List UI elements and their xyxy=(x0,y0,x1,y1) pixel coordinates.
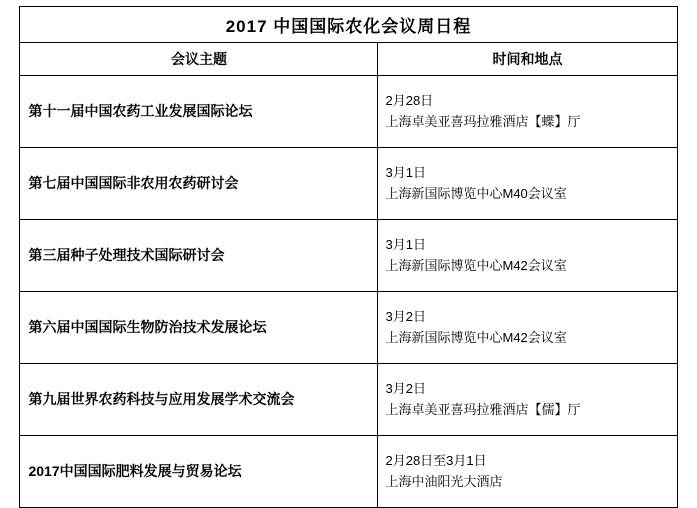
session-venue: 上海新国际博览中心M40会议室 xyxy=(385,185,567,201)
session-topic: 第九届世界农药科技与应用发展学术交流会 xyxy=(20,364,378,436)
session-topic: 第七届中国国际非农用农药研讨会 xyxy=(20,148,378,220)
session-date: 2月28日至3月1日 xyxy=(385,453,487,469)
session-date: 3月1日 xyxy=(385,237,426,253)
table-row xyxy=(20,436,677,508)
session-when-where xyxy=(378,76,677,148)
session-date: 3月1日 xyxy=(385,165,426,181)
table-title-row xyxy=(20,7,677,43)
session-venue: 上海卓美亚喜玛拉雅酒店【蝶】厅 xyxy=(385,113,581,129)
session-when-where xyxy=(378,436,677,508)
session-when-where xyxy=(378,292,677,364)
session-when-where xyxy=(378,220,677,292)
session-venue: 上海卓美亚喜玛拉雅酒店【儒】厅 xyxy=(385,401,581,417)
table-row xyxy=(20,148,677,220)
session-date: 2月28日 xyxy=(385,93,434,109)
column-header-topic: 会议主题 xyxy=(20,43,378,76)
table-row xyxy=(20,364,677,436)
table-row xyxy=(20,220,677,292)
conference-schedule-table xyxy=(19,6,677,508)
session-when-where xyxy=(378,148,677,220)
session-topic: 第三届种子处理技术国际研讨会 xyxy=(20,220,378,292)
session-venue: 上海中油阳光大酒店 xyxy=(385,473,503,489)
session-date: 3月2日 xyxy=(385,309,426,325)
table-row xyxy=(20,76,677,148)
table-row xyxy=(20,292,677,364)
column-header-when-where: 时间和地点 xyxy=(378,43,677,76)
session-topic: 2017中国国际肥料发展与贸易论坛 xyxy=(20,436,378,508)
document-page xyxy=(0,6,697,489)
session-venue: 上海新国际博览中心M42会议室 xyxy=(385,257,567,273)
page-title: 2017 中国国际农化会议周日程 xyxy=(20,7,677,43)
table-header-row xyxy=(20,43,677,76)
session-topic: 第十一届中国农药工业发展国际论坛 xyxy=(20,76,378,148)
session-date: 3月2日 xyxy=(385,381,426,397)
session-when-where xyxy=(378,364,677,436)
session-topic: 第六届中国国际生物防治技术发展论坛 xyxy=(20,292,378,364)
session-venue: 上海新国际博览中心M42会议室 xyxy=(385,329,567,345)
